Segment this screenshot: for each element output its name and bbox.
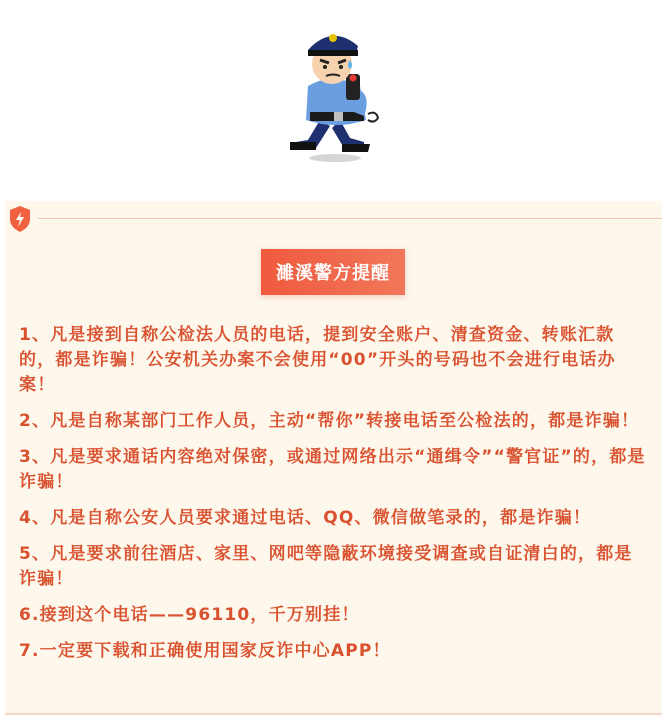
header-divider — [38, 218, 662, 219]
notice-item-3: 3、凡是要求通话内容绝对保密，或通过网络出示“通缉令”“警官证”的，都是诈骗！ — [19, 447, 646, 492]
notice-item-4: 4、凡是自称公安人员要求通过电话、QQ、微信做笔录的，都是诈骗！ — [19, 508, 592, 528]
running-police-officer-icon — [280, 8, 400, 168]
notice-item-1: 1、凡是接到自称公检法人员的电话，提到安全账户、清查资金、转账汇款的，都是诈骗！公安机关办案不会使用“00”开头的号码也不会进行电话办案！ — [19, 325, 616, 395]
notice-card — [5, 201, 662, 715]
shield-lightning-icon — [8, 205, 32, 233]
notice-item-6: 6.接到这个电话——96110，千万别挂！ — [19, 605, 360, 625]
notice-title: 濉溪警方提醒 — [261, 249, 405, 295]
notice-item-5: 5、凡是要求前往酒店、家里、网吧等隐蔽环境接受调查或自证清白的，都是诈骗！ — [19, 544, 633, 589]
notice-item-7: 7.一定要下载和正确使用国家反诈中心APP！ — [19, 641, 391, 661]
footer-divider — [5, 713, 662, 715]
notice-list — [19, 323, 649, 675]
notice-item-2: 2、凡是自称某部门工作人员，主动“帮你”转接电话至公检法的，都是诈骗！ — [19, 411, 640, 431]
hero-illustration — [0, 0, 671, 200]
